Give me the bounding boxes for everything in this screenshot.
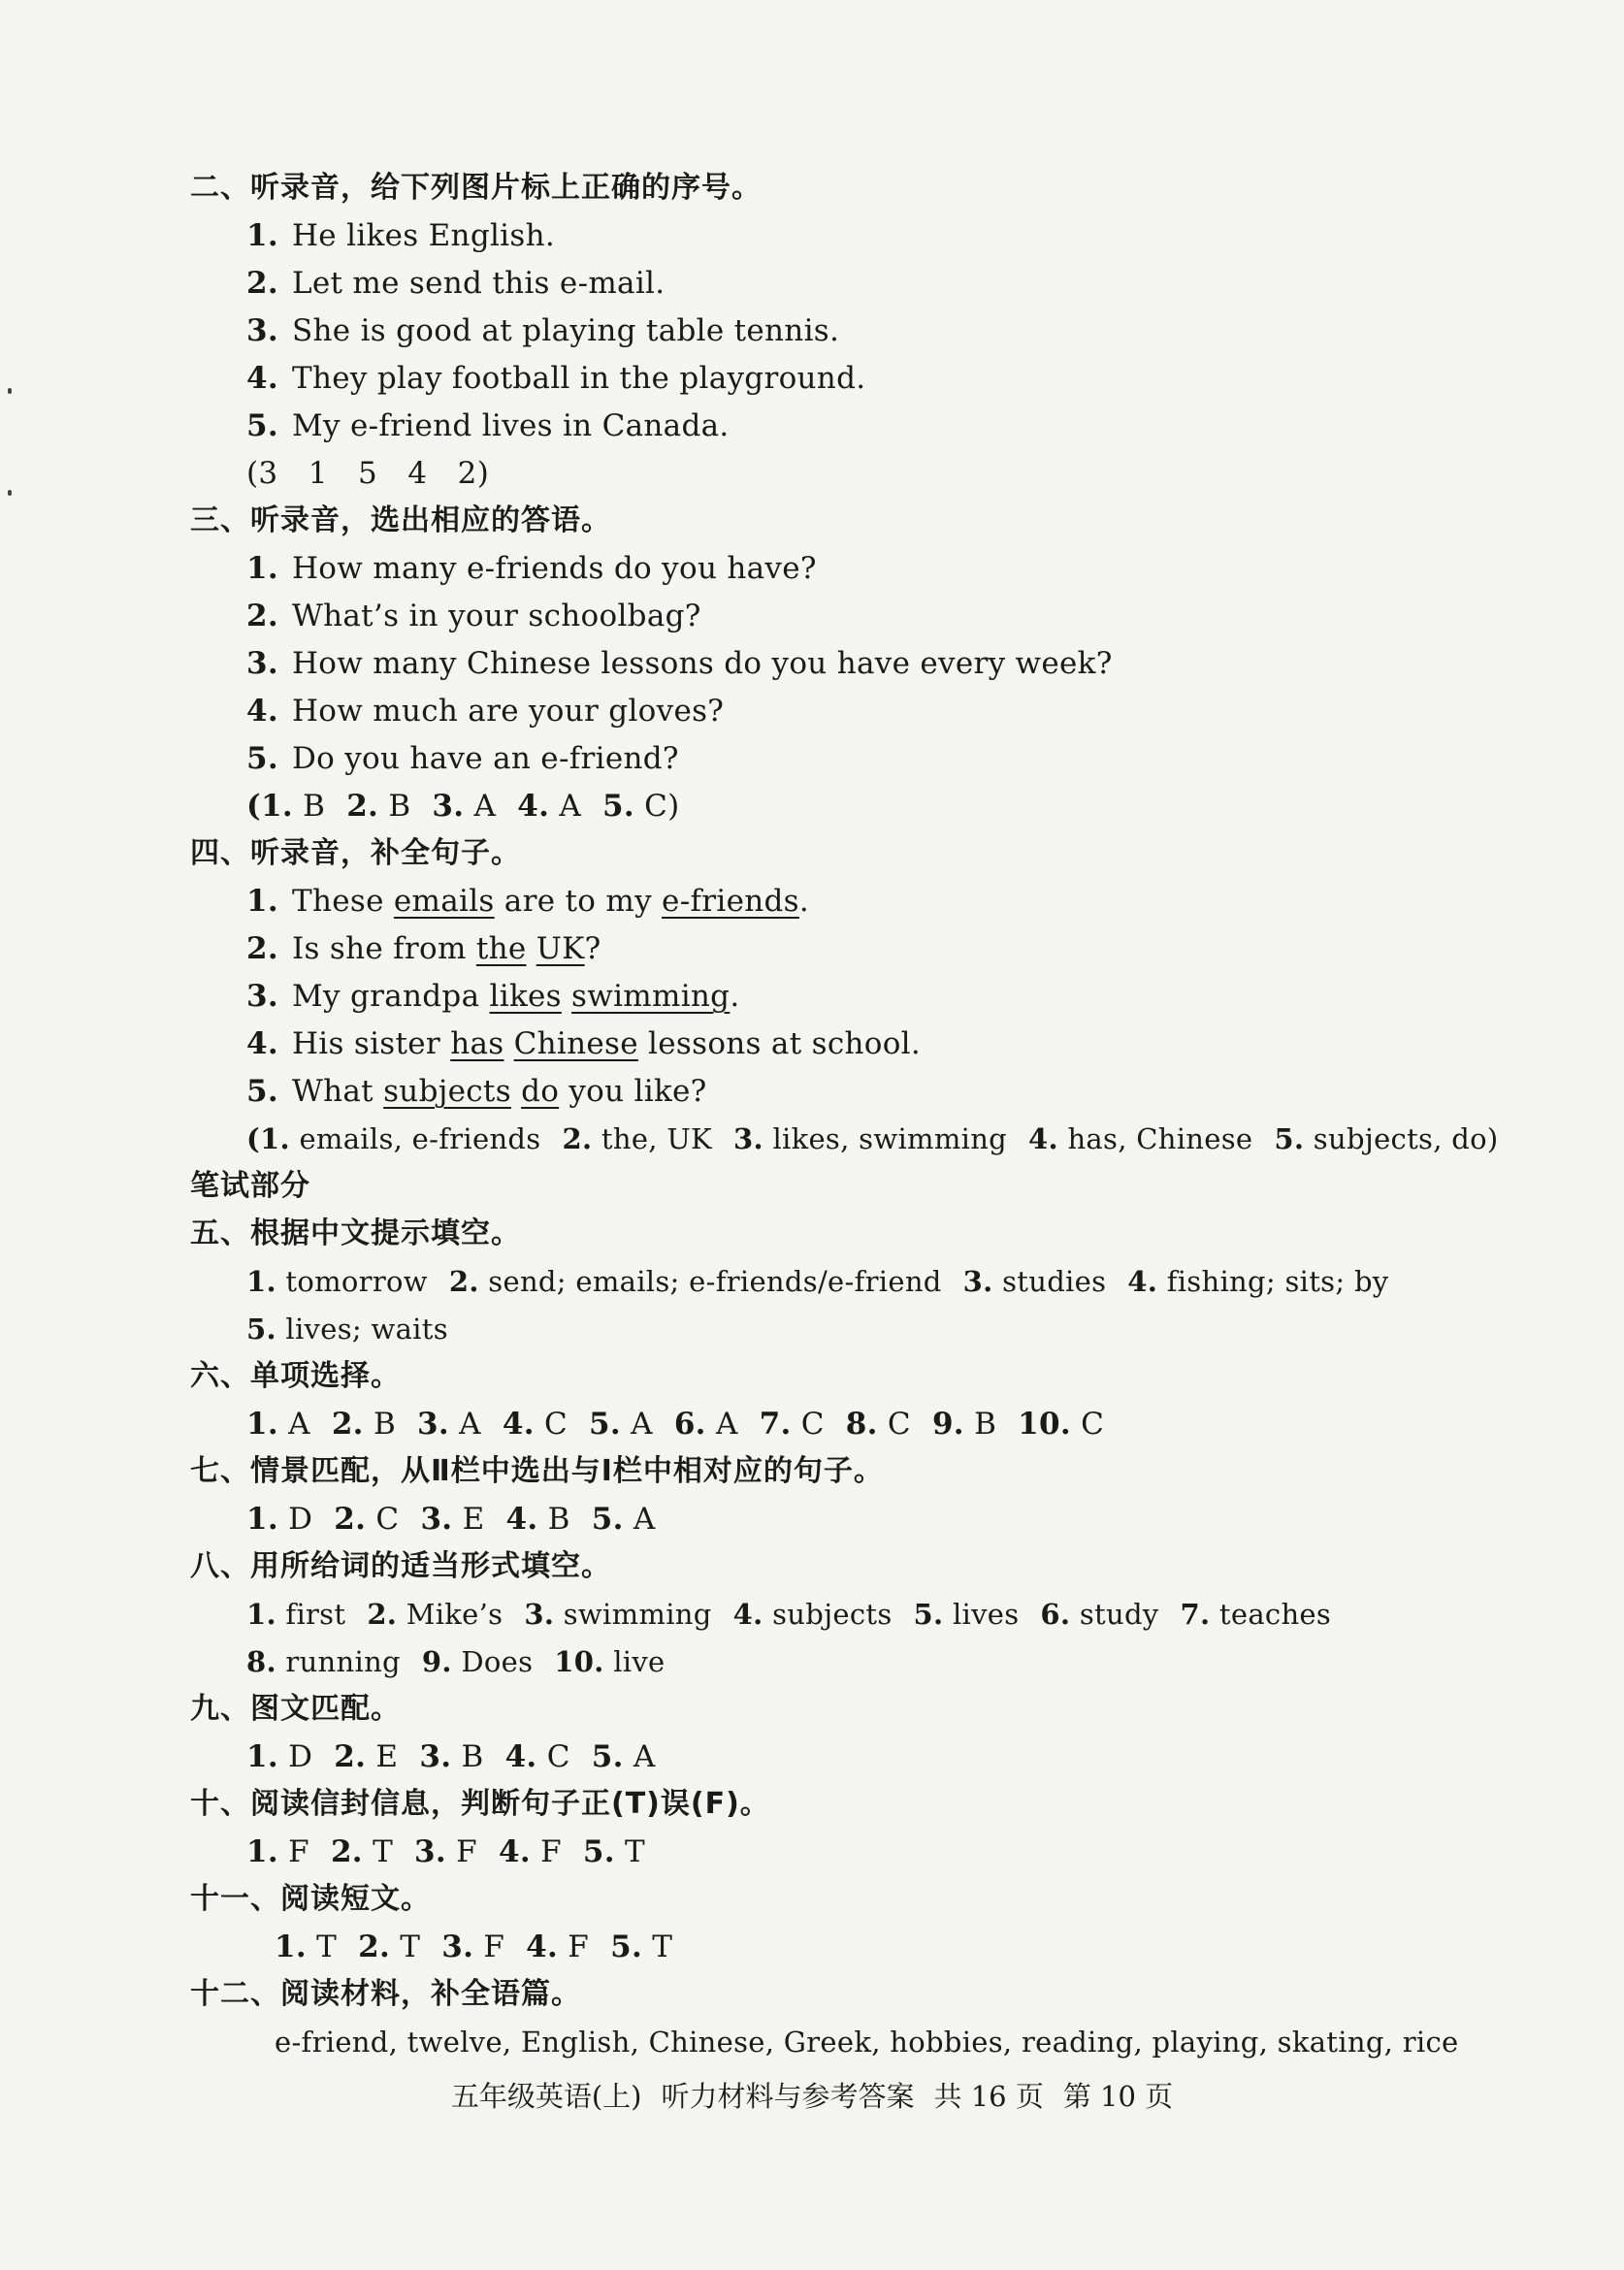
item-text: He likes English. (291, 218, 556, 253)
section-12-heading: 十二、阅读材料，补全语篇。 (190, 1977, 581, 2011)
s4-item-1: 1. These emails are to my e-friends. (246, 884, 809, 919)
answer-item: 3. A (417, 1407, 481, 1442)
answer-item: 1. D (246, 1502, 313, 1537)
answer-item: 1. D (246, 1739, 313, 1774)
answer-item: 5. lives; waits (246, 1313, 448, 1346)
answer-item: 5. A (591, 1502, 656, 1537)
answer-item: 2. B (331, 1407, 397, 1442)
section-4-heading: 四、听录音，补全句子。 (190, 836, 521, 870)
scan-speck (8, 490, 12, 496)
s5-answers-row-2 (246, 1310, 448, 1348)
s2-item-2 (246, 264, 665, 303)
blank-answer: has (450, 1026, 504, 1061)
answer-item: 9. Does (421, 1645, 534, 1678)
written-part-title: 笔试部分 (190, 1169, 310, 1203)
blank-answer: swimming (571, 979, 731, 1014)
answer-item: 3. B (419, 1739, 484, 1774)
section-9-heading: 九、图文匹配。 (190, 1692, 401, 1726)
s8-answers-row-1 (246, 1595, 1331, 1634)
blank-answer: Chinese (513, 1026, 638, 1061)
blank-answer: UK (536, 931, 585, 966)
answer-item: 3. swimming (524, 1598, 712, 1631)
item-number: 5. (246, 408, 278, 443)
s4-answer (246, 1119, 1499, 1158)
item-text: She is good at playing table tennis. (291, 313, 840, 348)
section-5-heading: 五、根据中文提示填空。 (190, 1216, 521, 1250)
page-footer (0, 2079, 1624, 2114)
blank-answer: likes (489, 979, 562, 1014)
s10-answers (246, 1832, 645, 1871)
answer-item: (1. emails, e-friends (246, 1122, 541, 1155)
answer-item: 5. T (582, 1834, 646, 1869)
s3-answer (246, 787, 680, 826)
answer-item: 4. fishing; sits; by (1127, 1265, 1389, 1298)
answer-item: 3. F (441, 1930, 505, 1964)
answer-item: 4. A (517, 789, 582, 824)
answer-item: 4. F (498, 1834, 562, 1869)
item-text: How many Chinese lessons do you have every week? (291, 646, 1113, 681)
s2-answer: (3 1 5 4 2) (246, 456, 490, 491)
answer-item: 2. C (334, 1502, 400, 1537)
item-text: Let me send this e-mail. (291, 266, 666, 301)
answer-item: 4. C (504, 1739, 570, 1774)
answer-item: 1. tomorrow (246, 1265, 428, 1298)
item-number: 1. (246, 218, 278, 253)
s4-item-2: 2. Is she from the UK? (246, 931, 601, 966)
answer-item: 6. A (673, 1407, 738, 1442)
s3-item-1 (246, 549, 817, 588)
item-number: 5. (246, 741, 278, 776)
section-6-heading: 六、单项选择。 (190, 1359, 401, 1393)
s4-item-4: 4. His sister has Chinese lessons at school. (246, 1026, 922, 1061)
s4-item-3: 3. My grandpa likes swimming. (246, 979, 740, 1014)
answer-item: 6. study (1040, 1598, 1159, 1631)
item-number: 4. (246, 361, 278, 396)
s5-answers-row-1 (246, 1262, 1389, 1301)
answer-item: 5. A (589, 1407, 653, 1442)
s9-answers (246, 1737, 656, 1776)
answer-item: 3. likes, swimming (733, 1122, 1008, 1155)
answer-item: 2. T (330, 1834, 394, 1869)
answer-item: 4. F (526, 1930, 590, 1964)
answer-item: 2. T (358, 1930, 421, 1964)
answer-item: 5. C) (602, 789, 680, 824)
answer-item: 3. A (432, 789, 497, 824)
item-number: 2. (246, 599, 278, 633)
answer-item: 2. the, UK (562, 1122, 713, 1155)
item-number: 3. (246, 646, 278, 681)
s7-answers (246, 1500, 656, 1539)
s3-item-5 (246, 739, 679, 778)
blank-answer: the (475, 931, 527, 966)
answer-item: 8. running (246, 1645, 401, 1678)
s3-item-4 (246, 692, 724, 730)
answer-item: 4. subjects (732, 1598, 893, 1631)
section-11-heading: 十一、阅读短文。 (190, 1882, 431, 1916)
scan-speck (8, 388, 12, 394)
blank-answer: subjects (383, 1074, 511, 1109)
item-text: What’s in your schoolbag? (291, 599, 701, 633)
answer-item: 4. has, Chinese (1028, 1122, 1253, 1155)
item-text: My e-friend lives in Canada. (291, 408, 730, 443)
item-text: How many e-friends do you have? (291, 551, 817, 586)
answer-item: 1. T (275, 1930, 338, 1964)
answer-item: 4. C (502, 1407, 568, 1442)
section-7-heading: 七、情景匹配，从Ⅱ栏中选出与Ⅰ栏中相对应的句子。 (190, 1454, 884, 1488)
s12-answer-text: e-friend, twelve, English, Chinese, Greek, hobbies, reading, playing, skating, rice (275, 2026, 1459, 2059)
answer-item: 5. lives (913, 1598, 1020, 1631)
answer-item: 10. C (1018, 1407, 1105, 1442)
s2-item-5 (246, 406, 730, 445)
answer-item: 5. T (610, 1930, 673, 1964)
item-number: 4. (246, 694, 278, 729)
answer-item: 7. teaches (1180, 1598, 1332, 1631)
blank-answer: emails (393, 884, 495, 919)
answer-item: 10. live (554, 1645, 666, 1678)
item-number: 3. (246, 313, 278, 348)
answer-item: 8. C (845, 1407, 911, 1442)
s3-item-3 (246, 644, 1113, 683)
answer-item: 3. studies (962, 1265, 1107, 1298)
section-3-heading: 三、听录音，选出相应的答语。 (190, 503, 611, 537)
section-2-heading: 二、听录音，给下列图片标上正确的序号。 (190, 171, 762, 205)
answer-item: 4. B (505, 1502, 570, 1537)
s2-item-1 (246, 216, 555, 255)
footer-book-title: 五年级英语(上) (450, 2080, 642, 2113)
answer-item: 1. first (246, 1598, 346, 1631)
answer-item: 5. A (591, 1739, 656, 1774)
answer-item: 7. C (759, 1407, 825, 1442)
answer-item: 9. B (931, 1407, 997, 1442)
s4-item-5: 5. What subjects do you like? (246, 1074, 707, 1109)
item-text: They play football in the playground. (291, 361, 866, 396)
answer-item: 1. F (246, 1834, 309, 1869)
footer-page-number: 第 10 页 (1062, 2080, 1174, 2113)
s8-answers-row-2 (246, 1642, 665, 1681)
footer-total-pages: 共 16 页 (933, 2080, 1044, 2113)
s6-answers (246, 1405, 1104, 1443)
answer-item: 2. send; emails; e-friends/e-friend (448, 1265, 942, 1298)
item-number: 1. (246, 551, 278, 586)
item-number: 2. (246, 266, 278, 301)
s2-item-4 (246, 359, 865, 398)
answer-item: 2. E (334, 1739, 399, 1774)
answer-item: 3. E (420, 1502, 485, 1537)
footer-doc-title: 听力材料与参考答案 (661, 2080, 915, 2113)
item-text: Do you have an e-friend? (291, 741, 679, 776)
answer-item: 5. subjects, do) (1274, 1122, 1499, 1155)
item-text: How much are your gloves? (291, 694, 725, 729)
blank-answer: do (521, 1074, 560, 1109)
section-10-heading: 十、阅读信封信息，判断句子正(T)误(F)。 (190, 1787, 770, 1821)
answer-item: 2. Mike’s (367, 1598, 503, 1631)
answer-item: (1. B (246, 789, 326, 824)
s11-answers (275, 1928, 672, 1966)
answer-item: 3. F (414, 1834, 477, 1869)
s3-item-2 (246, 597, 701, 635)
blank-answer: e-friends (662, 884, 799, 919)
section-8-heading: 八、用所给词的适当形式填空。 (190, 1549, 611, 1583)
answer-item: 1. A (246, 1407, 310, 1442)
answer-item: 2. B (346, 789, 411, 824)
s2-item-3 (246, 311, 839, 350)
